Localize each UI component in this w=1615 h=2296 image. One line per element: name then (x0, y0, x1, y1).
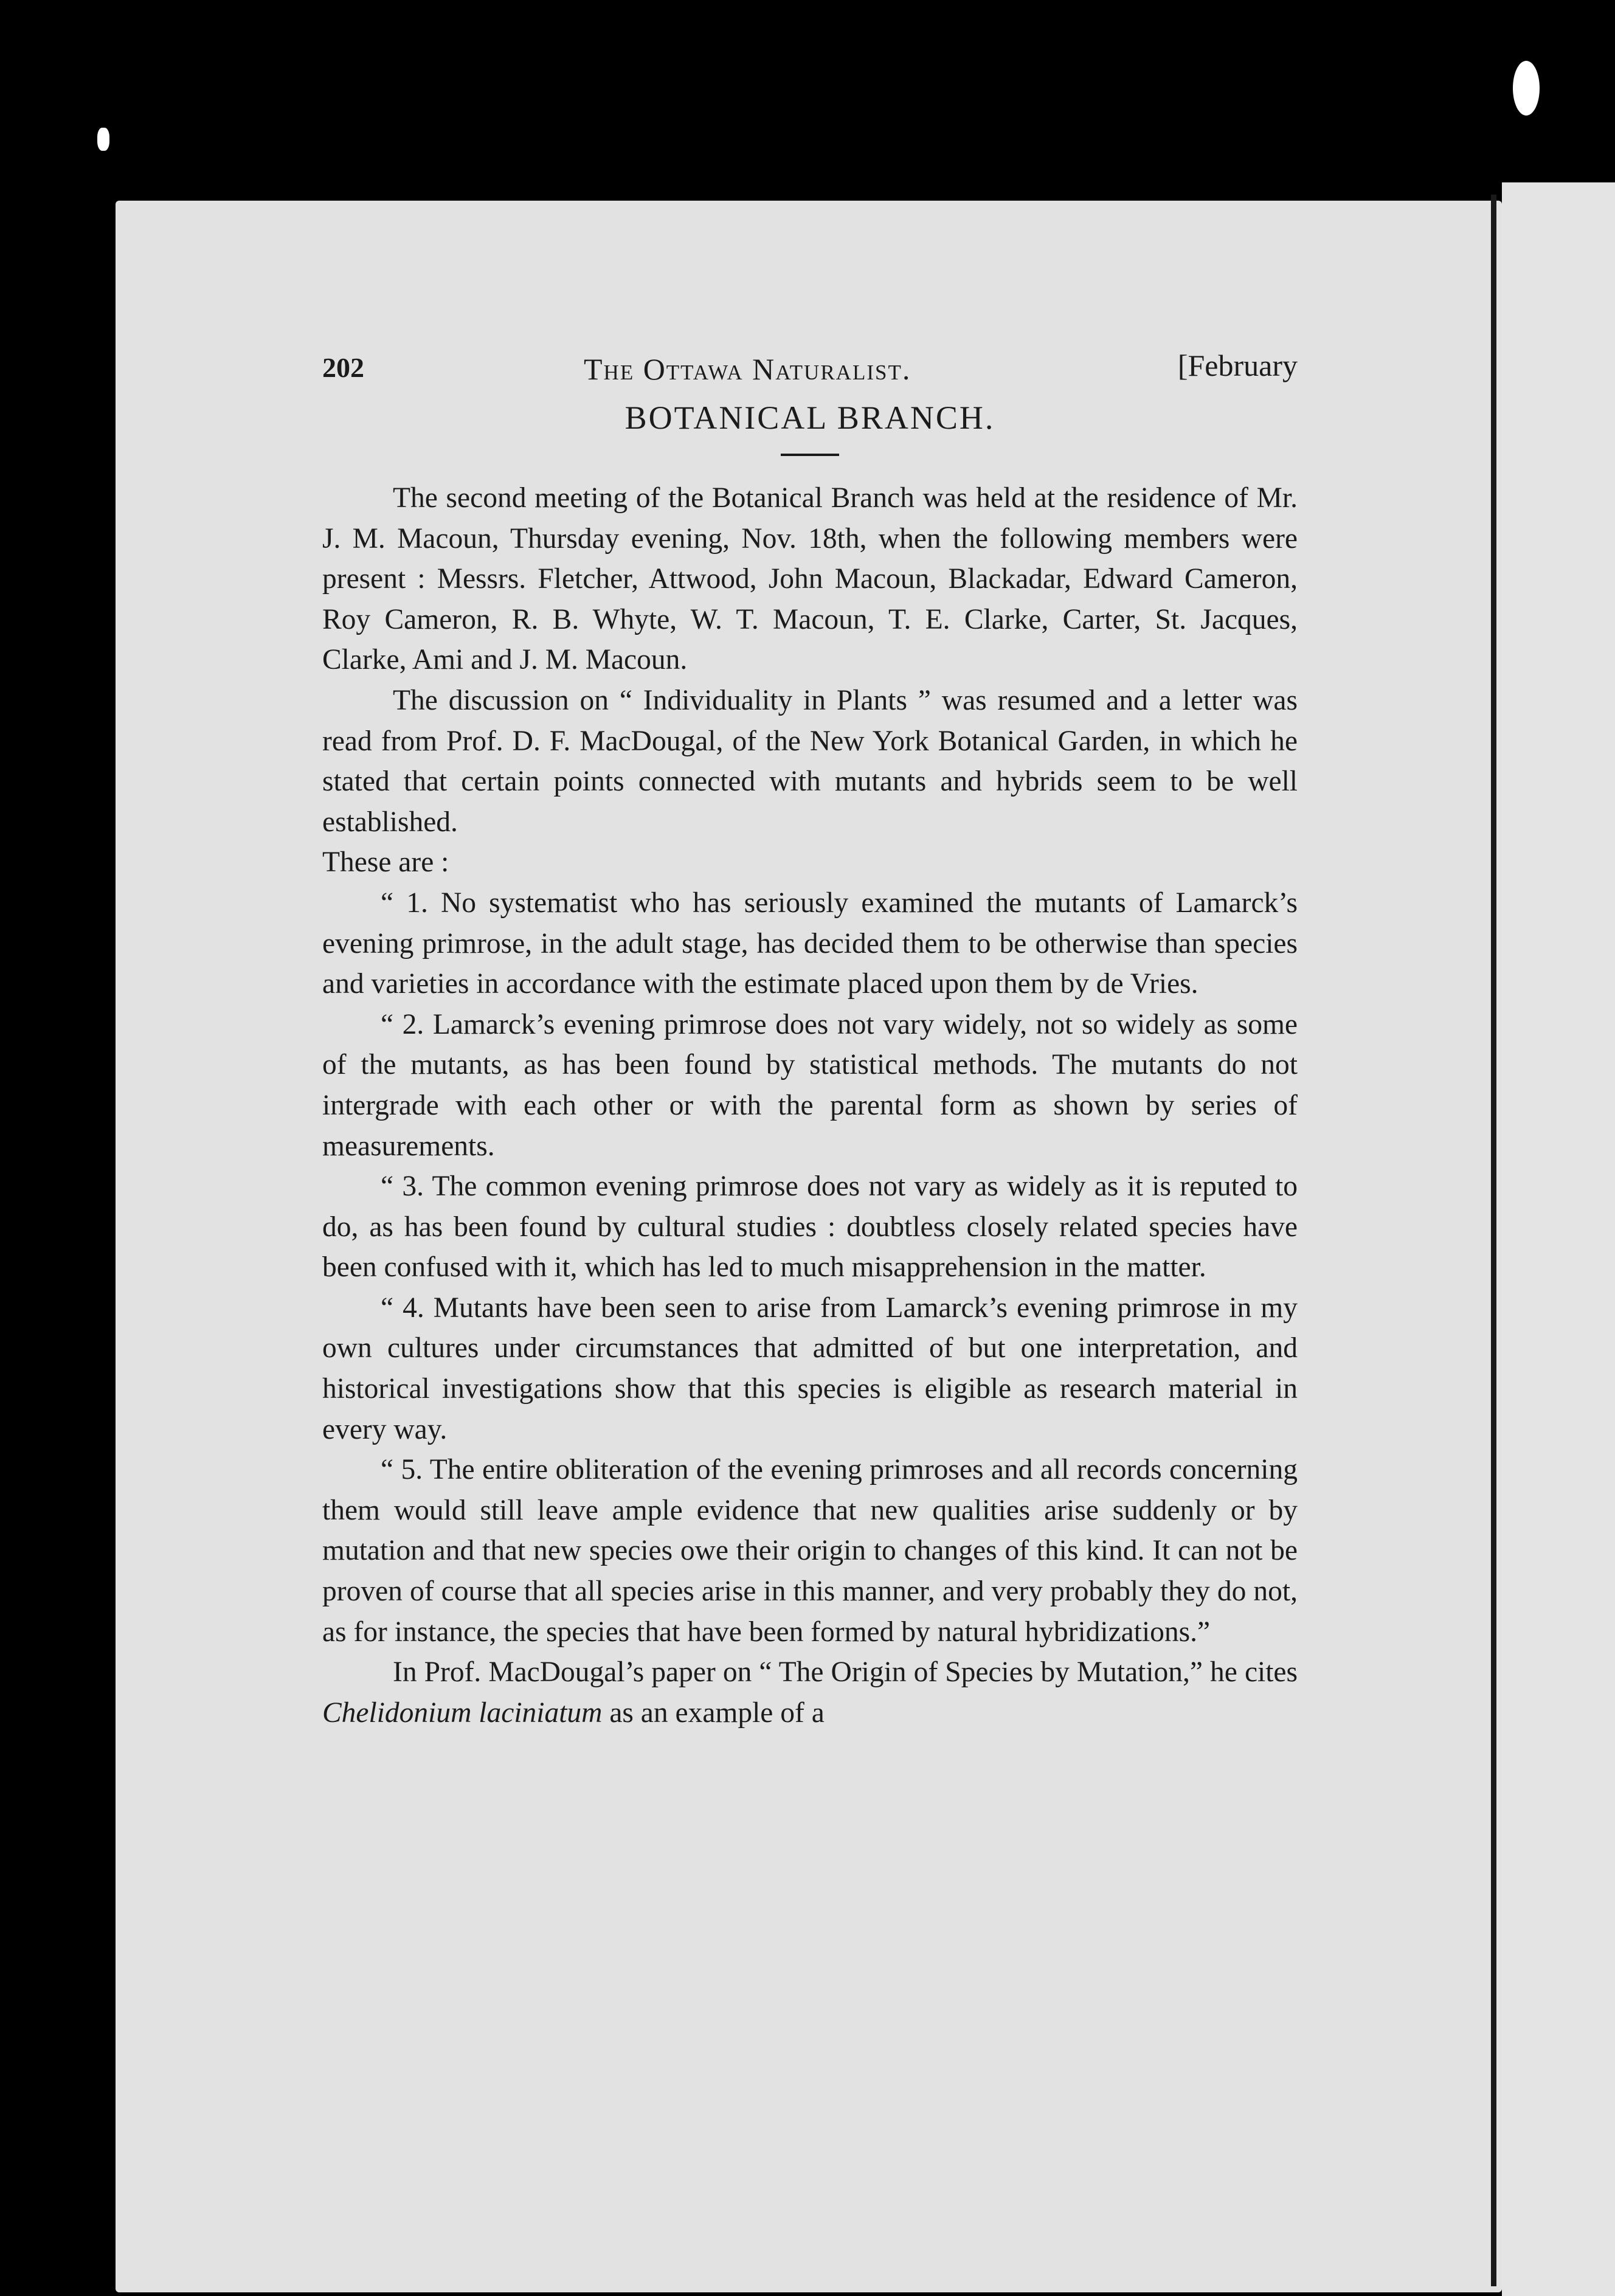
title-rule (781, 454, 839, 456)
quote-point-3: “ 3. The common evening primrose does not vary as widely as it is reputed to do, as has been found by cultural studies : doubtless closely related species have been confused with it, which has led to much misapprehension in the matter. (322, 1170, 1298, 1284)
species-name: Chelidonium laciniatum (322, 1696, 603, 1729)
section-title: BOTANICAL BRANCH. (624, 399, 995, 436)
paragraph-these-are: These are : (322, 846, 449, 879)
scan-speck (1513, 61, 1540, 116)
journal-title: The Ottawa Naturalist. (584, 352, 911, 386)
paragraph-text-end: as an example of a (602, 1696, 825, 1729)
paragraph-origin-of-species (322, 1652, 1298, 1733)
quote-point-2: “ 2. Lamarck’s evening primrose does not vary widely, not so widely as some of the mutants, as has been found by statistical methods. The mutants do not intergrade with each other or with the parental form as shown by series of measurements. (322, 1008, 1298, 1162)
paragraph-meeting: The second meeting of the Botanical Branch was held at the residence of Mr. J. M. Macoun, Thursday evening, Nov. 18th, when the following members were present : Messrs. Fletcher, Attwood, John Macoun, Blackadar, Edward Cameron, Roy Cameron, R. B. Whyte, W. T. Macoun, T. E. Clarke, Carter, St. Jacques, Clarke, Ami and J. M. Macoun. (322, 482, 1298, 676)
running-header (322, 341, 1298, 395)
scan-speck (97, 128, 109, 151)
page-gutter (1491, 195, 1496, 2286)
paragraph-text-start: In Prof. MacDougal’s paper on “ The Origin of Species by Mutation,” he cites (393, 1656, 1298, 1689)
paragraph-discussion: The discussion on “ Individuality in Plants ” was resumed and a letter was read from Prof. D. F. MacDougal, of the New York Botanical Garden, in which he stated that certain points connected with mutants and hybrids seem to be well established. (322, 684, 1298, 838)
issue-month: [February (1177, 348, 1298, 382)
quote-point-4: “ 4. Mutants have been seen to arise from Lamarck’s evening primrose in my own cultures under circumstances that admitted of but one interpretation, and historical investigations show that this species is eligible as research material in every way. (322, 1292, 1298, 1445)
quote-point-5: “ 5. The entire obliteration of the evening primroses and all records concerning them would still leave ample evidence that new qualities arise suddenly or by mutation and that new species owe their origin to changes of this kind. It can not be proven of course that all species arise in this manner, and very probably they do not, as for instance, the species that have been formed by natural hybridizations.” (322, 1454, 1298, 1648)
page-number: 202 (322, 352, 364, 383)
text-column (322, 341, 1298, 1733)
adjacent-page (1502, 182, 1615, 2296)
article-body (322, 478, 1298, 1733)
quote-point-1: “ 1. No systematist who has seriously examined the mutants of Lamarck’s evening primrose, in the adult stage, has decided them to be otherwise than species and varieties in accordance with the estimate placed upon them by de Vries. (322, 887, 1298, 1000)
